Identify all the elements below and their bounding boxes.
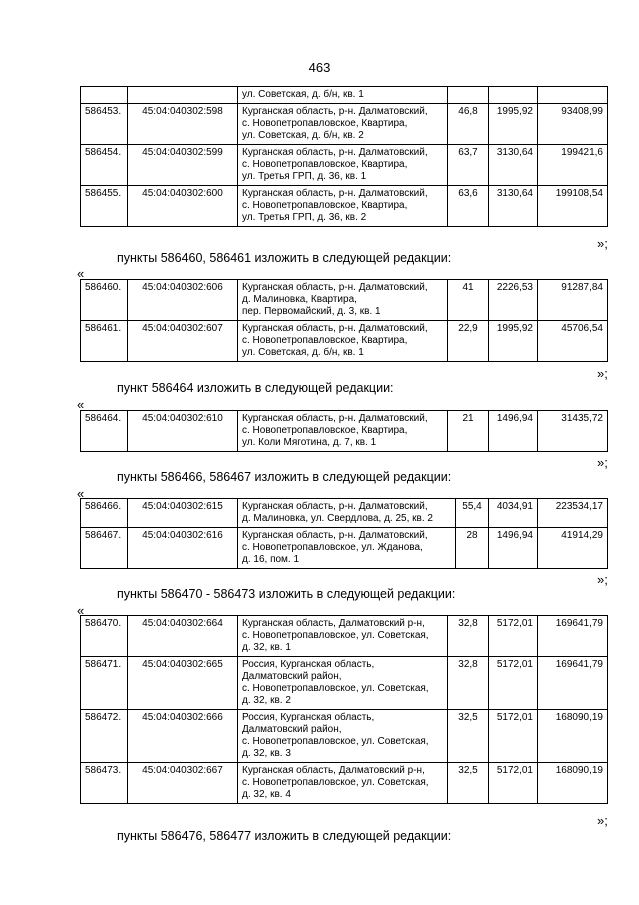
cadastral-number: 45:04:040302:615 xyxy=(128,499,238,528)
property-table-4 xyxy=(80,615,608,804)
amendment-heading: пункты 586476, 586477 изложить в следующей редакции: xyxy=(117,829,452,843)
price-cell: 5172,01 xyxy=(489,710,538,763)
address-line: с. Новопетропавловское, Квартира, xyxy=(242,200,408,211)
address-cell xyxy=(238,186,448,227)
total-cell: 45706,54 xyxy=(538,321,608,362)
area-cell: 32,8 xyxy=(448,616,489,657)
total-cell: 223534,17 xyxy=(538,499,608,528)
table-row xyxy=(81,710,608,763)
address-line: с. Новопетропавловское, ул. Советская, xyxy=(242,777,429,788)
cadastral-number: 45:04:040302:665 xyxy=(128,657,238,710)
address-line: с. Новопетропавловское, Квартира, xyxy=(242,159,408,170)
area-cell: 32,5 xyxy=(448,710,489,763)
area-cell: 41 xyxy=(448,280,489,321)
address-line: ул. Советская, д. б/н, кв. 2 xyxy=(242,130,364,141)
cadastral-number: 45:04:040302:610 xyxy=(128,411,238,452)
property-table-1 xyxy=(80,279,608,362)
cadastral-number xyxy=(128,87,238,104)
address-cell xyxy=(238,710,448,763)
total-cell: 41914,29 xyxy=(538,528,608,569)
area-cell: 28 xyxy=(456,528,489,569)
address-cell xyxy=(238,499,456,528)
address-line: Курганская область, Далматовский р-н, xyxy=(242,618,425,629)
closing-quote: »; xyxy=(597,366,608,381)
cadastral-number: 45:04:040302:598 xyxy=(128,104,238,145)
cadastral-number: 45:04:040302:606 xyxy=(128,280,238,321)
property-table-0 xyxy=(80,86,608,227)
amendment-heading: пункты 586460, 586461 изложить в следующей редакции: xyxy=(117,251,452,265)
address-line: Курганская область, р-н. Далматовский, xyxy=(242,282,428,293)
cadastral-number: 45:04:040302:667 xyxy=(128,763,238,804)
address-line: Курганская область, р-н. Далматовский, xyxy=(242,530,428,541)
address-line: с. Новопетропавловское, ул. Советская, xyxy=(242,736,429,747)
table-row xyxy=(81,104,608,145)
item-number: 586453. xyxy=(81,104,128,145)
table-row xyxy=(81,87,608,104)
item-number: 586472. xyxy=(81,710,128,763)
address-line: д. 32, кв. 3 xyxy=(242,748,291,759)
item-number: 586455. xyxy=(81,186,128,227)
price-cell: 1496,94 xyxy=(489,411,538,452)
total-cell: 93408,99 xyxy=(538,104,608,145)
table-row xyxy=(81,145,608,186)
item-number: 586473. xyxy=(81,763,128,804)
address-line: Россия, Курганская область, xyxy=(242,712,375,723)
area-cell: 32,5 xyxy=(448,763,489,804)
price-cell: 1995,92 xyxy=(489,321,538,362)
address-line: с. Новопетропавловское, ул. Советская, xyxy=(242,630,429,641)
area-cell: 21 xyxy=(448,411,489,452)
property-table-2 xyxy=(80,410,608,452)
area-cell xyxy=(448,87,489,104)
address-cell xyxy=(238,657,448,710)
address-line: ул. Коли Мяготина, д. 7, кв. 1 xyxy=(242,437,377,448)
price-cell: 1995,92 xyxy=(489,104,538,145)
address-line: с. Новопетропавловское, Квартира, xyxy=(242,118,408,129)
area-cell: 46,8 xyxy=(448,104,489,145)
address-line: д. Малиновка, Квартира, xyxy=(242,294,357,305)
amendment-heading: пункты 586470 - 586473 изложить в следующей редакции: xyxy=(117,587,456,601)
address-cell xyxy=(238,763,448,804)
price-cell: 5172,01 xyxy=(489,763,538,804)
area-cell: 22,9 xyxy=(448,321,489,362)
total-cell: 168090,19 xyxy=(538,763,608,804)
table-row xyxy=(81,616,608,657)
amendment-heading: пункты 586466, 586467 изложить в следующей редакции: xyxy=(117,470,452,484)
total-cell: 199421,6 xyxy=(538,145,608,186)
closing-quote: »; xyxy=(597,455,608,470)
total-cell: 169641,79 xyxy=(538,616,608,657)
address-line: Курганская область, р-н. Далматовский, xyxy=(242,147,428,158)
address-line: Курганская область, р-н. Далматовский, xyxy=(242,323,428,334)
address-line: Курганская область, р-н. Далматовский, xyxy=(242,413,428,424)
area-cell: 55,4 xyxy=(456,499,489,528)
table-row xyxy=(81,411,608,452)
table-row xyxy=(81,763,608,804)
area-cell: 63,7 xyxy=(448,145,489,186)
address-cell xyxy=(238,616,448,657)
address-line: д. 32, кв. 1 xyxy=(242,642,291,653)
opening-quote: « xyxy=(77,486,85,501)
address-line: Россия, Курганская область, xyxy=(242,659,375,670)
address-cell xyxy=(238,321,448,362)
cadastral-number: 45:04:040302:599 xyxy=(128,145,238,186)
address-line: Курганская область, Далматовский р-н, xyxy=(242,765,425,776)
table-row xyxy=(81,657,608,710)
price-cell: 3130,64 xyxy=(489,145,538,186)
amendment-heading: пункт 586464 изложить в следующей редакции: xyxy=(117,381,394,395)
address-cell xyxy=(238,411,448,452)
address-line: д. 32, кв. 4 xyxy=(242,789,291,800)
address-line: Далматовский район, xyxy=(242,724,342,735)
address-line: ул. Советская, д. б/н, кв. 1 xyxy=(242,89,364,100)
total-cell xyxy=(538,87,608,104)
opening-quote: « xyxy=(77,603,85,618)
closing-quote: »; xyxy=(597,813,608,828)
price-cell: 3130,64 xyxy=(489,186,538,227)
address-cell xyxy=(238,145,448,186)
item-number: 586461. xyxy=(81,321,128,362)
address-line: д. Малиновка, ул. Свердлова, д. 25, кв. 2 xyxy=(242,513,433,524)
address-line: с. Новопетропавловское, ул. Советская, xyxy=(242,683,429,694)
item-number: 586466. xyxy=(81,499,128,528)
price-cell: 5172,01 xyxy=(489,616,538,657)
address-line: с. Новопетропавловское, ул. Жданова, xyxy=(242,542,423,553)
cadastral-number: 45:04:040302:666 xyxy=(128,710,238,763)
item-number xyxy=(81,87,128,104)
table-row xyxy=(81,280,608,321)
address-line: Курганская область, р-н. Далматовский, xyxy=(242,106,428,117)
item-number: 586467. xyxy=(81,528,128,569)
price-cell xyxy=(489,87,538,104)
address-cell xyxy=(238,104,448,145)
table-row xyxy=(81,186,608,227)
address-line: с. Новопетропавловское, Квартира, xyxy=(242,335,408,346)
table-row xyxy=(81,321,608,362)
opening-quote: « xyxy=(77,266,85,281)
total-cell: 31435,72 xyxy=(538,411,608,452)
item-number: 586464. xyxy=(81,411,128,452)
address-line: Курганская область, р-н. Далматовский, xyxy=(242,188,428,199)
total-cell: 169641,79 xyxy=(538,657,608,710)
address-line: ул. Третья ГРП, д. 36, кв. 2 xyxy=(242,212,367,223)
table-row xyxy=(81,528,608,569)
total-cell: 199108,54 xyxy=(538,186,608,227)
total-cell: 168090,19 xyxy=(538,710,608,763)
address-line: д. 32, кв. 2 xyxy=(242,695,291,706)
price-cell: 2226,53 xyxy=(489,280,538,321)
address-line: Далматовский район, xyxy=(242,671,342,682)
address-line: пер. Первомайский, д. 3, кв. 1 xyxy=(242,306,381,317)
address-cell xyxy=(238,280,448,321)
item-number: 586460. xyxy=(81,280,128,321)
area-cell: 63,6 xyxy=(448,186,489,227)
address-cell xyxy=(238,528,456,569)
address-line: ул. Советская, д. б/н, кв. 1 xyxy=(242,347,364,358)
address-line: Курганская область, р-н. Далматовский, xyxy=(242,501,428,512)
cadastral-number: 45:04:040302:616 xyxy=(128,528,238,569)
address-line: с. Новопетропавловское, Квартира, xyxy=(242,425,408,436)
price-cell: 5172,01 xyxy=(489,657,538,710)
total-cell: 91287,84 xyxy=(538,280,608,321)
table-row xyxy=(81,499,608,528)
cadastral-number: 45:04:040302:607 xyxy=(128,321,238,362)
address-line: д. 16, пом. 1 xyxy=(242,554,300,565)
item-number: 586470. xyxy=(81,616,128,657)
address-cell xyxy=(238,87,448,104)
cadastral-number: 45:04:040302:600 xyxy=(128,186,238,227)
closing-quote: »; xyxy=(597,236,608,251)
price-cell: 1496,94 xyxy=(489,528,538,569)
item-number: 586454. xyxy=(81,145,128,186)
price-cell: 4034,91 xyxy=(489,499,538,528)
closing-quote: »; xyxy=(597,572,608,587)
opening-quote: « xyxy=(77,397,85,412)
item-number: 586471. xyxy=(81,657,128,710)
page-number: 463 xyxy=(308,60,331,75)
cadastral-number: 45:04:040302:664 xyxy=(128,616,238,657)
address-line: ул. Третья ГРП, д. 36, кв. 1 xyxy=(242,171,367,182)
area-cell: 32,8 xyxy=(448,657,489,710)
property-table-3 xyxy=(80,498,608,569)
